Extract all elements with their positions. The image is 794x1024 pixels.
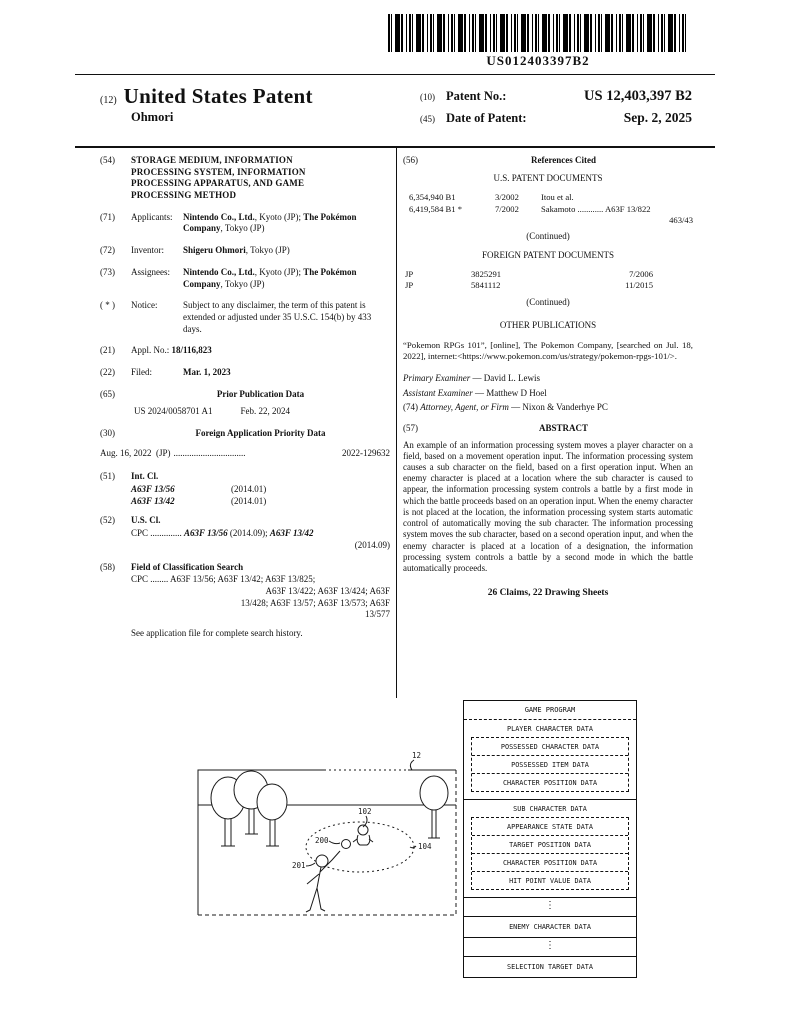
field-58-search (100, 562, 390, 640)
int-cl-version-1: (2014.01) (231, 484, 267, 495)
assignee-name-1: Nintendo Co., Ltd. (183, 266, 255, 277)
prior-pub-heading: Prior Publication Data (216, 388, 305, 399)
sub-character-data-label: SUB CHARACTER DATA (513, 805, 587, 813)
player-character (306, 851, 340, 912)
field-30-priority (100, 428, 390, 459)
priority-country: (JP) (156, 447, 171, 458)
applicant-name-2: The Pokémon Company (183, 211, 357, 234)
us-cl-cpc: CPC (131, 528, 149, 539)
inventor-loc: , Tokyo (JP) (245, 245, 290, 256)
field-51-code: (51) (100, 471, 115, 482)
us-cl-dots: .............. (150, 528, 182, 539)
date-code: (45) (420, 114, 435, 124)
foreign-docs-continued: (Continued) (526, 296, 570, 307)
column-divider-line (396, 148, 397, 698)
possessed-item-data: POSSESSED ITEM DATA (472, 756, 628, 774)
notice-asterisk: ( * ) (100, 300, 115, 311)
attorney-code: (74) (403, 402, 418, 413)
priority-leader-dots: ................................ (173, 447, 246, 458)
us-doc-number: 6,419,584 B1 * (409, 203, 462, 214)
us-doc-number: 6,354,940 B1 (409, 192, 456, 203)
character-position-data: CHARACTER POSITION DATA (472, 854, 628, 872)
ellipsis-row: ⋮ (464, 898, 636, 917)
int-cl-code-1: A63F 13/56 (131, 484, 175, 495)
priority-date: Aug. 16, 2022 (100, 447, 152, 458)
applicant-name-1: Nintendo Co., Ltd. (183, 211, 255, 222)
priority-heading: Foreign Application Priority Data (195, 428, 326, 438)
date-value: Sep. 2, 2025 (623, 110, 692, 125)
search-cpc-line-2: A63F 13/422; A63F 13/424; A63F (265, 585, 390, 596)
field-52-code: (52) (100, 515, 115, 526)
us-cl-line-2: (2014.09) (354, 539, 390, 550)
field-58-code: (58) (100, 561, 115, 572)
field-54-title (100, 155, 390, 202)
us-cl-code-1: A63F 13/56 (184, 528, 228, 539)
prior-pub-date: Feb. 22, 2024 (240, 406, 291, 417)
right-column (403, 155, 693, 600)
foreign-doc-number: 3825291 (471, 269, 502, 280)
field-57-code: (57) (403, 422, 418, 433)
search-cpc-line-1: CPC ........ A63F 13/56; A63F 13/42; A63F 13/825; (131, 574, 316, 585)
field-73-code: (73) (100, 266, 115, 277)
ref-104-leader (410, 846, 416, 848)
field-71-applicants (100, 212, 390, 235)
attorney-line (403, 402, 693, 414)
enemy-character-data: ENEMY CHARACTER DATA (464, 917, 636, 938)
possessed-character-data: POSSESSED CHARACTER DATA (472, 738, 628, 756)
tree-group-left (211, 771, 287, 846)
field-72-inventor (100, 245, 390, 257)
field-54-code: (54) (100, 155, 115, 165)
date-label: Date of Patent: (446, 111, 527, 125)
applicants-label: Applicants: (131, 211, 173, 222)
references-heading: References Cited (530, 155, 597, 165)
us-doc-name: Sakamoto ............ A63F 13/822 (541, 203, 651, 214)
us-doc-row (403, 192, 693, 203)
field-65-prior-pub (100, 389, 390, 418)
field-notice (100, 300, 390, 335)
field-52-us-cl (100, 515, 390, 551)
assistant-examiner-label: Assistant Examiner (403, 387, 473, 398)
diagram-game-program: GAME PROGRAM (464, 701, 636, 720)
us-doc-date: 3/2002 (495, 192, 519, 203)
int-cl-heading: Int. Cl. (131, 471, 159, 482)
search-cpc-line-3: 13/428; A63F 13/57; A63F 13/573; A63F (240, 597, 390, 608)
ellipsis-row: ⋮ (464, 938, 636, 957)
abstract-header (403, 423, 693, 435)
ref-200-leader (329, 841, 340, 844)
foreign-doc-country: JP (405, 280, 414, 291)
barcode-image (388, 14, 688, 52)
priority-number: 2022-129632 (342, 447, 390, 458)
foreign-doc-number: 5841112 (471, 280, 501, 291)
claims-line: 26 Claims, 22 Drawing Sheets (487, 588, 609, 599)
game-scene-figure (194, 746, 462, 922)
us-cl-code-2: A63F 13/42 (269, 528, 314, 539)
us-doc-date: 7/2002 (495, 203, 519, 214)
us-doc-classification-cont: 463/43 (669, 214, 693, 225)
assignees-label: Assignees: (131, 266, 170, 277)
foreign-doc-row (403, 269, 693, 280)
search-note: See application file for complete search history. (131, 627, 303, 638)
other-pubs-text: “Pokemon RPGs 101”, [online], The Pokemon Company, [searched on Jul. 18, 2022], internet:<https://www.pokemon.com/us/strategy/pokemon-rpgs-101/>. (403, 339, 693, 362)
foreign-doc-date: 11/2015 (625, 280, 653, 291)
int-cl-code-2: A63F 13/42 (131, 495, 175, 506)
other-pubs-heading: OTHER PUBLICATIONS (499, 320, 597, 331)
thrown-ball (342, 840, 351, 849)
barcode-number: US012403397B2 (486, 53, 590, 68)
us-cl-version-1: (2014.09); (229, 528, 268, 539)
field-56-references (403, 155, 693, 167)
hit-point-value-data: HIT POINT VALUE DATA (509, 876, 591, 885)
inventor-label: Inventor: (131, 245, 164, 256)
left-column (100, 155, 390, 640)
appearance-state-data: APPEARANCE STATE DATA (472, 818, 628, 836)
us-docs-heading: U.S. PATENT DOCUMENTS (493, 172, 603, 183)
ref-label-201: 201 (292, 861, 306, 870)
field-56-code: (56) (403, 155, 418, 165)
field-72-code: (72) (100, 245, 115, 256)
foreign-docs-heading: FOREIGN PATENT DOCUMENTS (481, 249, 615, 260)
inventor-name: Shigeru Ohmori (183, 245, 246, 256)
field-22-filed (100, 367, 390, 379)
selection-target-data: SELECTION TARGET DATA (507, 963, 593, 971)
doc-kind-code: (12) (100, 95, 117, 106)
header-divider-line (75, 146, 715, 148)
field-73-assignees (100, 267, 390, 290)
foreign-doc-country: JP (405, 269, 414, 280)
field-65-code: (65) (100, 388, 115, 399)
field-21-code: (21) (100, 345, 115, 356)
memory-map-diagram (463, 700, 637, 978)
search-heading: Field of Classification Search (131, 561, 244, 572)
patent-no-label: Patent No.: (446, 89, 507, 103)
appl-no-value: 18/116,823 (171, 345, 212, 356)
us-cl-heading: U.S. Cl. (131, 515, 161, 526)
search-cpc-line-4: 13/577 (364, 609, 390, 620)
ref-label-12: 12 (412, 751, 422, 760)
applicant-loc-2: , Tokyo (JP) (220, 223, 265, 234)
field-21-appl-no (100, 345, 390, 357)
document-title: United States Patent (123, 84, 313, 108)
applicant-loc-1: , Kyoto (JP); (254, 211, 304, 222)
ref-label-104: 104 (418, 842, 432, 851)
assistant-examiner-line (403, 388, 693, 400)
primary-examiner-label: Primary Examiner (403, 372, 471, 383)
header-right (420, 88, 692, 131)
inventor-surname: Ohmori (131, 110, 174, 124)
appl-no-label: Appl. No.: (131, 345, 170, 356)
ref-label-200: 200 (315, 836, 329, 845)
field-22-code: (22) (100, 366, 115, 377)
int-cl-version-2: (2014.01) (231, 495, 267, 506)
tree-right (420, 776, 448, 838)
patent-no-code: (10) (420, 92, 435, 102)
assignee-loc-2: , Tokyo (JP) (220, 278, 265, 289)
assistant-examiner-value: — Matthew D Hoel (475, 387, 547, 398)
us-docs-continued: (Continued) (526, 230, 570, 241)
ref-12-leader (410, 760, 414, 770)
target-position-data: TARGET POSITION DATA (472, 836, 628, 854)
foreign-doc-row (403, 280, 693, 291)
notice-label: Notice: (131, 300, 158, 311)
primary-examiner-value: — David L. Lewis (472, 372, 540, 383)
assignee-name-2: The Pokémon Company (183, 266, 357, 289)
notice-text: Subject to any disclaimer, the term of this patent is extended or adjusted under 35 U.S.C. 154(b) by 433 days. (183, 300, 372, 334)
ref-201-leader (306, 863, 315, 866)
field-71-code: (71) (100, 211, 115, 222)
invention-title: STORAGE MEDIUM, INFORMATION PROCESSING SYSTEM, INFORMATION PROCESSING APPARATUS, AND GAME PROCESSING METHOD (131, 155, 306, 201)
us-doc-name: Itou et al. (541, 192, 574, 203)
assignee-loc-1: , Kyoto (JP); (254, 266, 304, 277)
abstract-heading: ABSTRACT (538, 422, 588, 433)
player-character-data-label: PLAYER CHARACTER DATA (507, 725, 593, 733)
primary-examiner-line (403, 373, 693, 385)
attorney-value: — Nixon & Vanderhye PC (511, 402, 608, 413)
filed-label: Filed: (131, 366, 153, 377)
attorney-label: Attorney, Agent, or Firm (420, 402, 509, 413)
top-divider-line (75, 74, 715, 75)
field-51-int-cl (100, 471, 390, 507)
enemy-character (353, 825, 373, 845)
abstract-text: An example of an information processing system moves a player character on a field, based on a movement operation input. The information processing system causes a sub character on the field, based on a first operation input. When an enemy character is placed at a location where the sub character is caused to appear, the information processing system controls a battle by a first mode in which the battle proceeds based on an operation input. When the enemy character is not placed at the location, the information processing system starts automatic control of automatically moving the sub character. The information processing system moves the sub character, based on a second operation input, and when the enemy character is placed at a location of a designation, the information processing system controls a battle by a second mode in which the battle automatically proceeds. (403, 439, 693, 573)
prior-pub-number: US 2024/0058701 A1 (134, 406, 213, 417)
foreign-doc-date: 7/2006 (629, 269, 653, 280)
header-left (100, 84, 313, 125)
sub-character-data-section (464, 800, 636, 898)
patent-no-value: US 12,403,397 B2 (584, 88, 692, 104)
us-doc-row (403, 204, 693, 215)
character-position-data: CHARACTER POSITION DATA (502, 778, 598, 787)
field-30-code: (30) (100, 428, 115, 438)
ref-label-102: 102 (358, 807, 372, 816)
player-character-data-section (464, 720, 636, 800)
filed-value: Mar. 1, 2023 (183, 366, 231, 377)
